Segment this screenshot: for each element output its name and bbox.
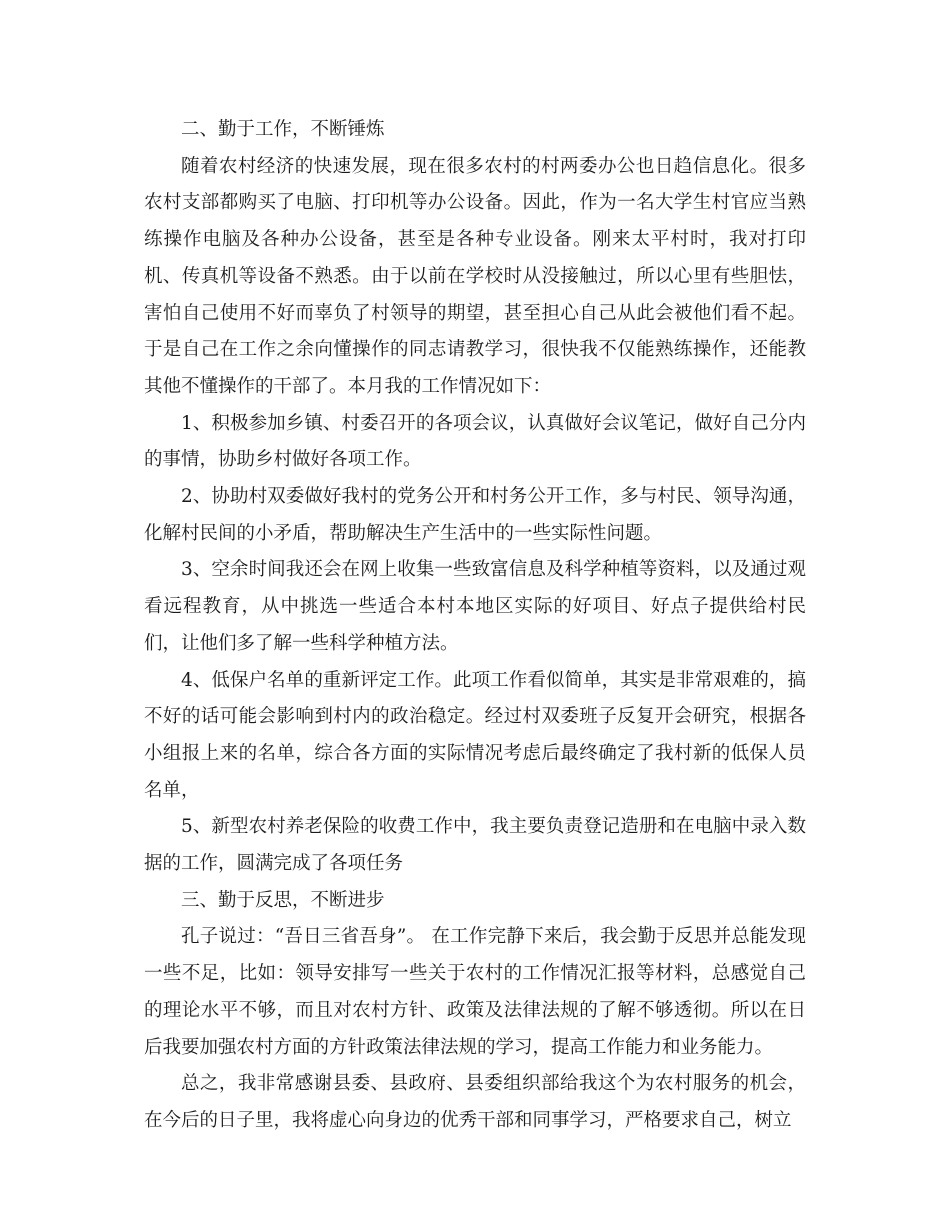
document-body: [144, 112, 806, 1140]
list-item-4: 4、低保户名单的重新评定工作。此项工作看似简单，其实是非常艰难的，搞不好的话可能会影响到村内的政治稳定。经过村双委班子反复开会研究，根据各小组报上来的名单，综合各方面的实际情况考虑后最终确定了我村新的低保人员名单，: [144, 669, 806, 801]
list-item-3: 3、空余时间我还会在网上收集一些致富信息及科学种植等资料，以及通过观看远程教育，从中挑选一些适合本村本地区实际的好项目、好点子提供给村民们，让他们多了解一些科学种植方法。: [144, 559, 806, 654]
list-item-1: 1、积极参加乡镇、村委召开的各项会议，认真做好会议笔记，做好自己分内的事情，协助乡村做好各项工作。: [144, 412, 806, 471]
section-heading-3: 三、勤于反思，不断进步: [181, 889, 385, 911]
list-item-5: 5、新型农村养老保险的收费工作中，我主要负责登记造册和在电脑中录入数据的工作，圆满完成了各项任务: [144, 816, 806, 875]
paragraph-reflection: 孔子说过：“吾日三省吾身”。 在工作完静下来后，我会勤于反思并总能发现一些不足，比如：领导安排写一些关于农村的工作情况汇报等材料，总感觉自己的理论水平不够，而且对农村方针、政策及法律法规的了解不够透彻。所以在日后我要加强农村方面的方针政策法律法规的学习，提高工作能力和业务能力。: [144, 926, 806, 1058]
paragraph-conclusion: 总之，我非常感谢县委、县政府、县委组织部给我这个为农村服务的机会，在今后的日子里，我将虚心向身边的优秀干部和同事学习，严格要求自己，树立: [144, 1073, 806, 1131]
paragraph-office-equipment: 随着农村经济的快速发展，现在很多农村的村两委办公也日趋信息化。很多农村支部都购买了电脑、打印机等办公设备。因此，作为一名大学生村官应当熟练操作电脑及各种办公设备，甚至是各种专业设备。刚来太平村时，我对打印机、传真机等设备不熟悉。由于以前在学校时从没接触过，所以心里有些胆怯，害怕自己使用不好而辜负了村领导的期望，甚至担心自己从此会被他们看不起。于是自己在工作之余向懂操作的同志请教学习，很快我不仅能熟练操作，还能教其他不懂操作的干部了。本月我的工作情况如下：: [144, 155, 806, 397]
section-heading-2: 二、勤于工作，不断锤炼: [181, 119, 385, 140]
list-item-2: 2、协助村双委做好我村的党务公开和村务公开工作，多与村民、领导沟通，化解村民间的小矛盾，帮助解决生产生活中的一些实际性问题。: [144, 486, 806, 544]
